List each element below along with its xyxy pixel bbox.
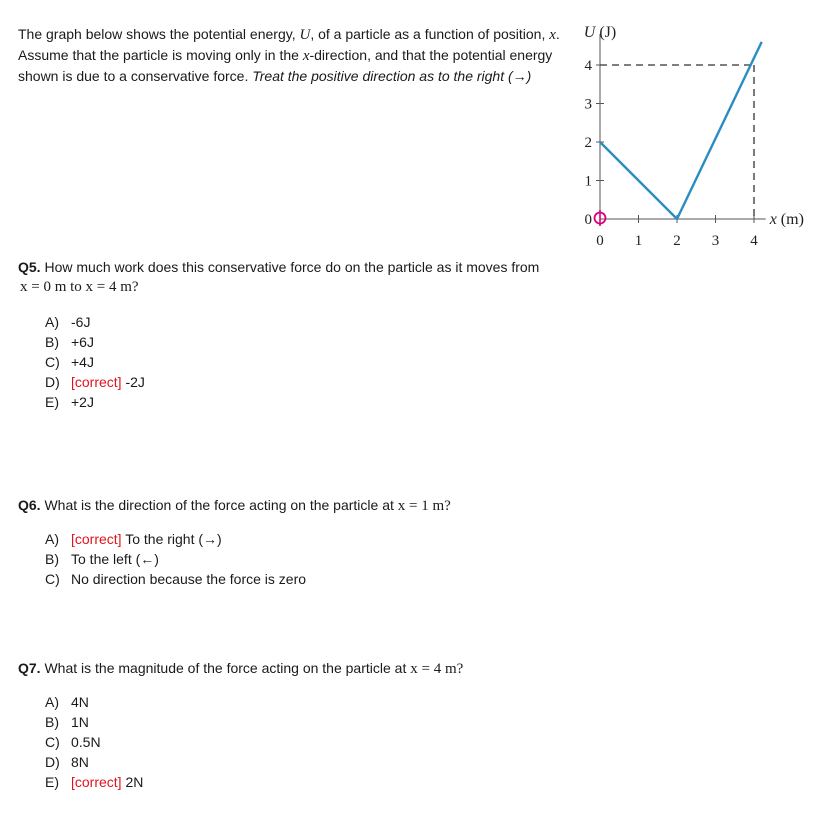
- q7-option-2[interactable]: [45, 732, 143, 752]
- q5-option-2[interactable]: [45, 352, 145, 372]
- option-letter: B): [45, 714, 59, 730]
- q6-label: Q6.: [18, 497, 41, 513]
- q5-option-3[interactable]: [45, 372, 145, 392]
- q7-text: What is the magnitude of the force acting on the particle at: [40, 660, 411, 676]
- option-letter: A): [45, 531, 59, 547]
- q7-option-4[interactable]: [45, 772, 143, 792]
- option-text: -6J: [71, 314, 91, 330]
- q6-option-0[interactable]: [45, 529, 306, 549]
- q6-option-1[interactable]: [45, 549, 306, 569]
- q5-option-1[interactable]: [45, 332, 145, 352]
- q5-math: x = 0 m to x = 4 m?: [20, 279, 139, 295]
- intro-paragraph: [18, 24, 566, 86]
- correct-tag: [correct]: [71, 374, 122, 390]
- option-letter: D): [45, 754, 60, 770]
- option-text: +6J: [71, 334, 94, 350]
- x-tick-label-3: 3: [711, 233, 720, 249]
- intro-text-1: The graph below shows the potential energy,: [18, 26, 300, 42]
- y-tick-label-0: 0: [584, 212, 592, 228]
- correct-tag: [correct]: [71, 531, 122, 547]
- option-letter: D): [45, 374, 60, 390]
- y-axis-label: U (J): [583, 24, 617, 41]
- potential-energy-line: [600, 42, 762, 219]
- q5-text: How much work does this conservative force do on the particle as it moves from: [40, 259, 540, 275]
- question-7: [18, 658, 598, 679]
- option-text: 0.5N: [71, 734, 101, 750]
- option-letter: C): [45, 354, 60, 370]
- q5-options: [45, 312, 145, 412]
- intro-direction-note: Treat the positive direction as to the right (→): [252, 68, 532, 84]
- y-tick-label-2: 2: [584, 135, 592, 151]
- option-letter: E): [45, 774, 59, 790]
- symbol-x: x: [549, 27, 556, 43]
- option-text: -2J: [121, 374, 145, 390]
- q7-options: [45, 692, 143, 792]
- q6-options: [45, 529, 306, 589]
- option-letter: A): [45, 694, 59, 710]
- question-6: [18, 495, 598, 516]
- y-tick-label-4: 4: [584, 58, 592, 74]
- question-5: [18, 257, 598, 297]
- q5-option-0[interactable]: [45, 312, 145, 332]
- q6-option-2[interactable]: [45, 569, 306, 589]
- option-text: 4N: [71, 694, 89, 710]
- option-text: No direction because the force is zero: [71, 571, 307, 587]
- option-text: +2J: [71, 394, 94, 410]
- option-letter: E): [45, 394, 59, 410]
- option-letter: C): [45, 734, 60, 750]
- option-text: +4J: [71, 354, 94, 370]
- option-letter: A): [45, 314, 59, 330]
- option-text: To the left (←): [71, 551, 159, 567]
- q7-option-0[interactable]: [45, 692, 143, 712]
- q7-option-1[interactable]: [45, 712, 143, 732]
- option-text: To the right (→): [121, 531, 222, 547]
- option-letter: B): [45, 334, 59, 350]
- intro-text-4: -direction, and that the potential energy shown is due to a conservative force.: [18, 47, 553, 84]
- q6-math: x = 1 m?: [397, 498, 451, 514]
- x-axis-label: x (m): [769, 211, 804, 228]
- x-tick-label-4: 4: [750, 233, 758, 249]
- intro-text-2: , of a particle as a function of position,: [310, 26, 550, 42]
- x-tick-label-0: 0: [596, 233, 604, 249]
- option-letter: C): [45, 571, 60, 587]
- option-letter: B): [45, 551, 59, 567]
- correct-tag: [correct]: [71, 774, 122, 790]
- potential-energy-chart: [570, 14, 825, 254]
- q6-text: What is the direction of the force acting on the particle at: [40, 497, 398, 513]
- q7-option-3[interactable]: [45, 752, 143, 772]
- q5-label: Q5.: [18, 259, 41, 275]
- intro-text-3: . Assume that the particle is moving only in the: [18, 26, 560, 63]
- x-tick-label-2: 2: [673, 233, 681, 249]
- symbol-x-2: x: [302, 48, 310, 64]
- option-text: 2N: [121, 774, 144, 790]
- q7-math: x = 4 m?: [410, 661, 464, 677]
- option-text: 1N: [71, 714, 89, 730]
- y-tick-label-1: 1: [584, 173, 592, 190]
- y-tick-label-3: 3: [584, 96, 592, 113]
- q5-option-4[interactable]: [45, 392, 145, 412]
- x-tick-label-1: 1: [634, 233, 643, 249]
- option-text: 8N: [71, 754, 89, 770]
- q7-label: Q7.: [18, 660, 41, 676]
- symbol-u: U: [299, 27, 311, 43]
